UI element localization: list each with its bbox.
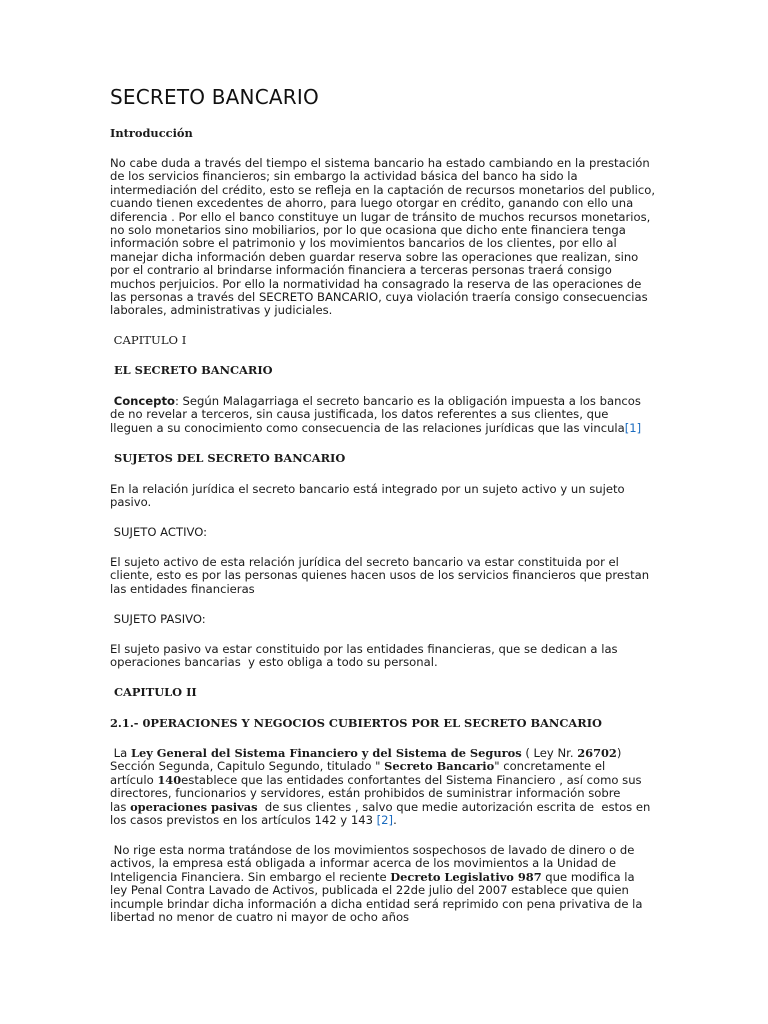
sujeto-pasivo-heading: SUJETO PASIVO: xyxy=(110,612,206,626)
intro-line: las personas a través del SECRETO BANCARIO, cuya violación traería consigo consecuencias xyxy=(110,290,648,305)
section-2-1-heading: 2.1.- 0PERACIONES Y NEGOCIOS CUBIERTOS POR EL SECRETO BANCARIO xyxy=(110,716,602,730)
footnote-ref-2[interactable]: [2] xyxy=(376,813,394,828)
chapter-2-label: CAPITULO II xyxy=(110,685,197,699)
intro-line: por el contrario al brindarse información financiera a terceras personas traerá consigo xyxy=(110,263,612,278)
chapter-1-label: CAPITULO I xyxy=(110,333,187,347)
intro-line: de los servicios financieros; sin embargo la actividad básica del banco ha sido la xyxy=(110,169,578,184)
intro-line: No cabe duda a través del tiempo el sistema bancario ha estado cambiando en la prestación xyxy=(110,156,650,170)
intro-line: muchos perjuicios. Por ello la normatividad ha consagrado la reserva de las operaciones de xyxy=(110,276,642,291)
sujeto-activo-paragraph: El sujeto activo de esta relación jurídica del secreto bancario va estar constituida por el cliente, esto es por las personas quienes hacen usos de los servicios financieros que prestan las entidades financieras xyxy=(110,555,650,596)
intro-line: cuando tienen excedentes de ahorro, para luego otorgar en crédito, ganando con ello una xyxy=(110,196,634,211)
intro-heading: Introducción xyxy=(110,126,193,140)
intro-line: laborales, administrativas y judiciales. xyxy=(110,303,333,318)
footnote-ref-1[interactable]: [1] xyxy=(624,420,642,435)
intro-line: intermediación del crédito, esto se refleja en la captación de recursos monetarios del publico, xyxy=(110,182,656,197)
sujeto-activo-heading: SUJETO ACTIVO: xyxy=(110,525,208,539)
lavado-activos-paragraph: No rige esta norma tratándose de los movimientos sospechosos de lavado de dinero o de activos, la empresa está obligada a informar acerca de los movimientos a la Unidad de Inteligencia Financiera. Sin embargo el reciente Decreto Legislativo 987 que modifica la ley Penal Contra Lavado de Activos, publicada el 22de julio del 2007 establece que quien incumple brindar dicha información a dicha entidad será reprimido con pena privativa de la libertad no menor de cuatro ni mayor de ocho años xyxy=(110,843,643,925)
intro-line: manejar dicha información deben guardar reserva sobre las operaciones que realizan, sino xyxy=(110,249,639,264)
intro-paragraph xyxy=(110,157,658,318)
sujetos-heading: SUJETOS DEL SECRETO BANCARIO xyxy=(110,451,346,465)
section-secreto-bancario: EL SECRETO BANCARIO xyxy=(110,363,273,377)
intro-line: no solo monetarios sino mobiliarios, por lo que ocasiona que dicho ente financiera tenga xyxy=(110,223,626,238)
intro-line: diferencia . Por ello el banco constituye un lugar de tránsito de muchos recursos monetarios, xyxy=(110,209,651,224)
sujetos-paragraph: En la relación jurídica el secreto bancario está integrado por un sujeto activo y un sujeto pasivo. xyxy=(110,482,625,510)
concepto-label: Concepto xyxy=(113,394,175,408)
ley-general-paragraph: La Ley General del Sistema Financiero y del Sistema de Seguros ( Ley Nr. 26702) Sección Segunda, Capitulo Segundo, titulado " Secreto Bancario" concretamente el artículo 140establece que las entidades confortantes del Sistema Financiero , así como sus directores, funcionarios y servidores, están prohibidos de suministrar información sobre las operaciones pasivas de sus clientes , salvo que medie autorización escrita de estos en los casos previstos en los artículos 142 y 143 [2]. xyxy=(110,746,651,828)
document-title: SECRETO BANCARIO xyxy=(110,85,319,109)
intro-line: información sobre el patrimonio y los movimientos bancarios de los clientes, por ello al xyxy=(110,236,617,251)
sujeto-pasivo-paragraph: El sujeto pasivo va estar constituido por las entidades financieras, que se dedican a las operaciones bancarias y esto obliga a todo su personal. xyxy=(110,642,618,670)
concepto-paragraph: Concepto: Según Malagarriaga el secreto bancario es la obligación impuesta a los bancos de no revelar a terceros, sin causa justificada, los datos referentes a sus clientes, que lleguen a su conocimiento como consecuencia de las relaciones jurídicas que las vincula[1] xyxy=(110,394,642,435)
